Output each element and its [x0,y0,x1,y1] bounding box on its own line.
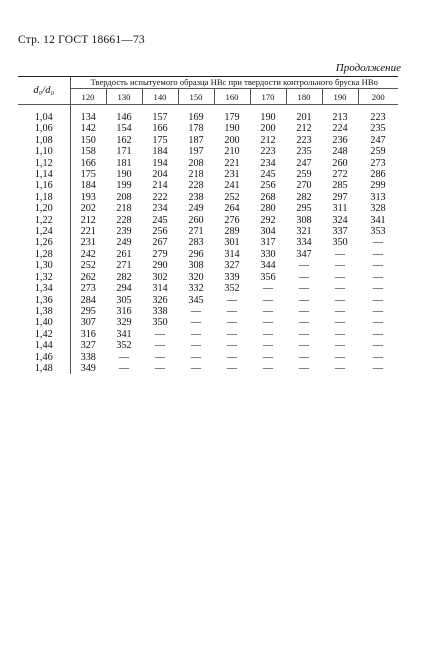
hardness-cell: 353 [370,226,386,238]
hardness-cell: 197 [188,146,204,158]
hardness-cell: 201 [296,112,312,123]
table-row [18,260,398,271]
hardness-cell: 271 [188,226,204,238]
hardness-cell: 290 [152,260,168,272]
hardness-cell: 228 [188,180,204,192]
hardness-cell: — [190,362,202,374]
hardness-cell: 349 [80,362,96,374]
row-ratio-cell: 1,04 [18,112,70,123]
hardness-cell: 222 [152,191,168,203]
hardness-cell: 301 [224,237,240,249]
hardness-cell: 280 [260,203,276,215]
hardness-cell: — [372,294,384,306]
hardness-cell: 268 [260,191,276,203]
hardness-cell: 179 [224,112,240,123]
hardness-cell: 234 [260,157,276,169]
hardness-cell: 212 [80,214,96,226]
hardness-cell: — [226,351,238,363]
hardness-cell: 338 [152,305,168,317]
hardness-cell: — [262,351,274,363]
hardness-cell: 328 [370,203,386,215]
hardness-cell: 256 [260,180,276,192]
column-header: 170 [250,89,286,105]
hardness-cell: 169 [188,112,204,123]
hardness-cell: — [372,328,384,340]
hardness-cell: 294 [116,283,132,295]
hardness-cell: 276 [224,214,240,226]
table-row [18,123,398,134]
hardness-cell: 305 [116,294,132,306]
hardness-cell: 317 [260,237,276,249]
hardness-cell: 314 [152,283,168,295]
hardness-cell: 210 [224,146,240,158]
hardness-cell: — [154,328,166,340]
hardness-cell: 341 [370,214,386,226]
row-ratio-cell: 1,40 [18,317,70,328]
hardness-cell: 260 [332,157,348,169]
row-ratio-cell: 1,08 [18,135,70,146]
hardness-cell: 271 [116,260,132,272]
hardness-cell: 270 [296,180,312,192]
hardness-cell: — [190,340,202,352]
hardness-cell: 221 [224,157,240,169]
hardness-cell: 241 [224,180,240,192]
group-header: Твердость испытуемого образца HBc при твердости контрольного бруска HBо [70,77,398,89]
hardness-cell: 231 [80,237,96,249]
hardness-cell: 344 [260,260,276,272]
table-row [18,283,398,294]
hardness-cell: — [334,362,346,374]
hardness-cell: — [262,328,274,340]
table-row [18,295,398,306]
hardness-cell: 223 [296,134,312,146]
table-row [18,363,398,374]
hardness-cell: 308 [296,214,312,226]
row-ratio-cell: 1,18 [18,192,70,203]
hardness-cell: 214 [152,180,168,192]
hardness-cell: 296 [188,248,204,260]
hardness-cell: 329 [116,317,132,329]
continuation-label: Продолжение [335,62,401,74]
hardness-cell: 316 [80,328,96,340]
hardness-cell: 338 [80,351,96,363]
row-ratio-cell: 1,32 [18,272,70,283]
hardness-cell: 235 [370,123,386,135]
hardness-cell: 245 [152,214,168,226]
hardness-cell: 345 [188,294,204,306]
row-ratio-cell: 1,22 [18,215,70,226]
hardness-cell: 249 [116,237,132,249]
hardness-cell: 235 [296,146,312,158]
hardness-cell: — [372,248,384,260]
table-row [18,135,398,146]
hardness-cell: 334 [296,237,312,249]
hardness-cell: — [298,362,310,374]
hardness-cell: 245 [260,169,276,181]
hardness-cell: 212 [260,134,276,146]
table-row [18,180,398,191]
table-row [18,237,398,248]
table-row [18,192,398,203]
hardness-cell: — [372,362,384,374]
hardness-cell: — [372,317,384,329]
hardness-cell: — [118,362,130,374]
hardness-cell: 228 [116,214,132,226]
hardness-cell: — [334,328,346,340]
table-body [18,105,398,375]
table-row [18,249,398,260]
hardness-cell: 289 [224,226,240,238]
hardness-cell: 200 [224,134,240,146]
hardness-cell: 307 [80,317,96,329]
hardness-cell: 264 [224,203,240,215]
hardness-cell: — [334,248,346,260]
hardness-cell: 142 [80,123,96,135]
hardness-cell: — [334,305,346,317]
row-ratio-cell: 1,24 [18,226,70,237]
column-header-row [18,89,398,105]
hardness-cell: — [190,317,202,329]
hardness-cell: 311 [332,203,348,215]
hardness-cell: 326 [152,294,168,306]
hardness-cell: — [262,317,274,329]
hardness-cell: 330 [260,248,276,260]
hardness-cell: 282 [116,271,132,283]
row-ratio-cell: 1,36 [18,295,70,306]
hardness-cell: 248 [332,146,348,158]
row-ratio-cell: 1,48 [18,363,70,374]
hardness-cell: 175 [152,134,168,146]
table-row [18,146,398,157]
hardness-cell: — [372,340,384,352]
hardness-cell: 200 [260,123,276,135]
hardness-cell: — [190,305,202,317]
column-header: 140 [142,89,178,105]
hardness-cell: 223 [370,112,386,123]
hardness-cell: 327 [80,340,96,352]
row-ratio-cell: 1,20 [18,203,70,214]
hardness-cell: 282 [296,191,312,203]
hardness-cell: 218 [116,203,132,215]
hardness-cell: — [372,283,384,295]
hardness-cell: 190 [224,123,240,135]
hardness-cell: — [298,294,310,306]
hardness-cell: 308 [188,260,204,272]
hardness-cell: 252 [80,260,96,272]
hardness-cell: 224 [332,123,348,135]
hardness-cell: — [262,283,274,295]
hardness-cell: — [298,340,310,352]
hardness-cell: 239 [116,226,132,238]
hardness-cell: 316 [116,305,132,317]
column-header: 130 [106,89,142,105]
hardness-cell: 337 [332,226,348,238]
row-ratio-cell: 1,06 [18,123,70,134]
hardness-cell: 154 [116,123,132,135]
hardness-cell: — [334,294,346,306]
hardness-cell: — [372,271,384,283]
hardness-cell: — [154,351,166,363]
hardness-cell: 166 [152,123,168,135]
hardness-cell: — [334,317,346,329]
row-ratio-cell: 1,44 [18,340,70,351]
hardness-cell: 339 [224,271,240,283]
hardness-cell: 199 [116,180,132,192]
hardness-cell: 218 [188,169,204,181]
column-header: 190 [322,89,358,105]
hardness-cell: 347 [296,248,312,260]
row-ratio-cell: 1,46 [18,352,70,363]
table-row [18,306,398,317]
hardness-cell: 184 [80,180,96,192]
hardness-cell: — [226,362,238,374]
hardness-cell: 285 [332,180,348,192]
hardness-cell: 208 [116,191,132,203]
row-ratio-cell: 1,30 [18,260,70,271]
hardness-cell: 184 [152,146,168,158]
hardness-cell: 259 [296,169,312,181]
row-ratio-cell: 1,42 [18,329,70,340]
hardness-cell: 236 [332,134,348,146]
hardness-cell: 356 [260,271,276,283]
hardness-cell: 187 [188,134,204,146]
hardness-cell: — [298,260,310,272]
row-ratio-cell: 1,10 [18,146,70,157]
hardness-cell: 341 [116,328,132,340]
hardness-cell: 181 [116,157,132,169]
hardness-cell: 350 [332,237,348,249]
column-header: 150 [178,89,214,105]
header-row [18,77,398,89]
hardness-cell: — [334,340,346,352]
hardness-cell: — [372,237,384,249]
hardness-cell: — [262,340,274,352]
hardness-cell: — [372,260,384,272]
row-ratio-cell: 1,12 [18,158,70,169]
hardness-cell: 171 [116,146,132,158]
hardness-cell: 295 [296,203,312,215]
hardness-cell: 134 [80,112,96,123]
hardness-cell: 242 [80,248,96,260]
row-ratio-cell: 1,34 [18,283,70,294]
hardness-table [18,76,398,374]
hardness-cell: — [334,271,346,283]
hardness-cell: 158 [80,146,96,158]
hardness-cell: 304 [260,226,276,238]
hardness-cell: 208 [188,157,204,169]
hardness-cell: — [372,351,384,363]
hardness-cell: 247 [370,134,386,146]
hardness-cell: — [154,362,166,374]
column-header: 180 [286,89,322,105]
hardness-cell: 352 [224,283,240,295]
hardness-cell: — [262,305,274,317]
hardness-cell: 234 [152,203,168,215]
table-row [18,340,398,351]
hardness-cell: 157 [152,112,168,123]
hardness-cell: 194 [152,157,168,169]
row-ratio-cell: 1,28 [18,249,70,260]
hardness-cell: 190 [260,112,276,123]
hardness-cell: — [118,351,130,363]
stub-header: d₀/d₀ [18,77,70,105]
hardness-cell: — [298,328,310,340]
hardness-cell: — [298,317,310,329]
hardness-cell: 175 [80,169,96,181]
hardness-cell: 193 [80,191,96,203]
hardness-cell: 146 [116,112,132,123]
hardness-cell: 221 [80,226,96,238]
hardness-cell: 272 [332,169,348,181]
table-row [18,169,398,180]
hardness-cell: 238 [188,191,204,203]
hardness-cell: 231 [224,169,240,181]
hardness-cell: 352 [116,340,132,352]
hardness-cell: 324 [332,214,348,226]
hardness-cell: 261 [116,248,132,260]
hardness-cell: — [226,317,238,329]
row-ratio-cell: 1,38 [18,306,70,317]
table-row [18,203,398,214]
hardness-cell: 262 [80,271,96,283]
hardness-cell: — [262,294,274,306]
hardness-cell: — [154,340,166,352]
hardness-cell: 321 [296,226,312,238]
hardness-cell: — [298,305,310,317]
hardness-cell: 260 [188,214,204,226]
table-row [18,158,398,169]
hardness-cell: — [262,362,274,374]
hardness-cell: 297 [332,191,348,203]
hardness-cell: — [226,294,238,306]
hardness-cell: 213 [332,112,348,123]
hardness-cell: 190 [116,169,132,181]
hardness-cell: 273 [370,157,386,169]
hardness-cell: — [298,271,310,283]
hardness-cell: 256 [152,226,168,238]
hardness-cell: 286 [370,169,386,181]
table-row [18,215,398,226]
hardness-cell: 283 [188,237,204,249]
hardness-cell: — [334,260,346,272]
hardness-cell: 314 [224,248,240,260]
hardness-cell: 350 [152,317,168,329]
hardness-cell: — [298,283,310,295]
hardness-cell: 327 [224,260,240,272]
page-header: Стр. 12 ГОСТ 18661—73 [18,34,145,46]
hardness-cell: — [334,351,346,363]
hardness-cell: 273 [80,283,96,295]
row-ratio-cell: 1,16 [18,180,70,191]
hardness-cell: 247 [296,157,312,169]
hardness-cell: — [372,305,384,317]
spacer-row [18,105,398,113]
hardness-cell: 267 [152,237,168,249]
hardness-cell: 249 [188,203,204,215]
hardness-cell: 302 [152,271,168,283]
hardness-cell: 313 [370,191,386,203]
table-row [18,272,398,283]
hardness-cell: 259 [370,146,386,158]
table-row [18,226,398,237]
hardness-cell: 150 [80,134,96,146]
hardness-cell: 299 [370,180,386,192]
hardness-cell: 223 [260,146,276,158]
table-row [18,352,398,363]
column-header: 160 [214,89,250,105]
hardness-cell: 162 [116,134,132,146]
table-row [18,329,398,340]
hardness-cell: — [190,351,202,363]
column-header: 120 [70,89,106,105]
hardness-cell: 279 [152,248,168,260]
hardness-cell: 284 [80,294,96,306]
hardness-cell: — [334,283,346,295]
hardness-cell: 178 [188,123,204,135]
hardness-cell: 320 [188,271,204,283]
hardness-cell: 292 [260,214,276,226]
hardness-cell: — [226,328,238,340]
row-ratio-cell: 1,14 [18,169,70,180]
hardness-cell: 202 [80,203,96,215]
hardness-cell: — [226,305,238,317]
hardness-cell: — [298,351,310,363]
table-row [18,112,398,123]
table-row [18,317,398,328]
hardness-cell: — [226,340,238,352]
hardness-cell: 204 [152,169,168,181]
hardness-cell: 252 [224,191,240,203]
hardness-cell: — [190,328,202,340]
hardness-cell: 332 [188,283,204,295]
hardness-cell: 295 [80,305,96,317]
column-header: 200 [358,89,398,105]
hardness-cell: 166 [80,157,96,169]
row-ratio-cell: 1,26 [18,237,70,248]
hardness-cell: 212 [296,123,312,135]
